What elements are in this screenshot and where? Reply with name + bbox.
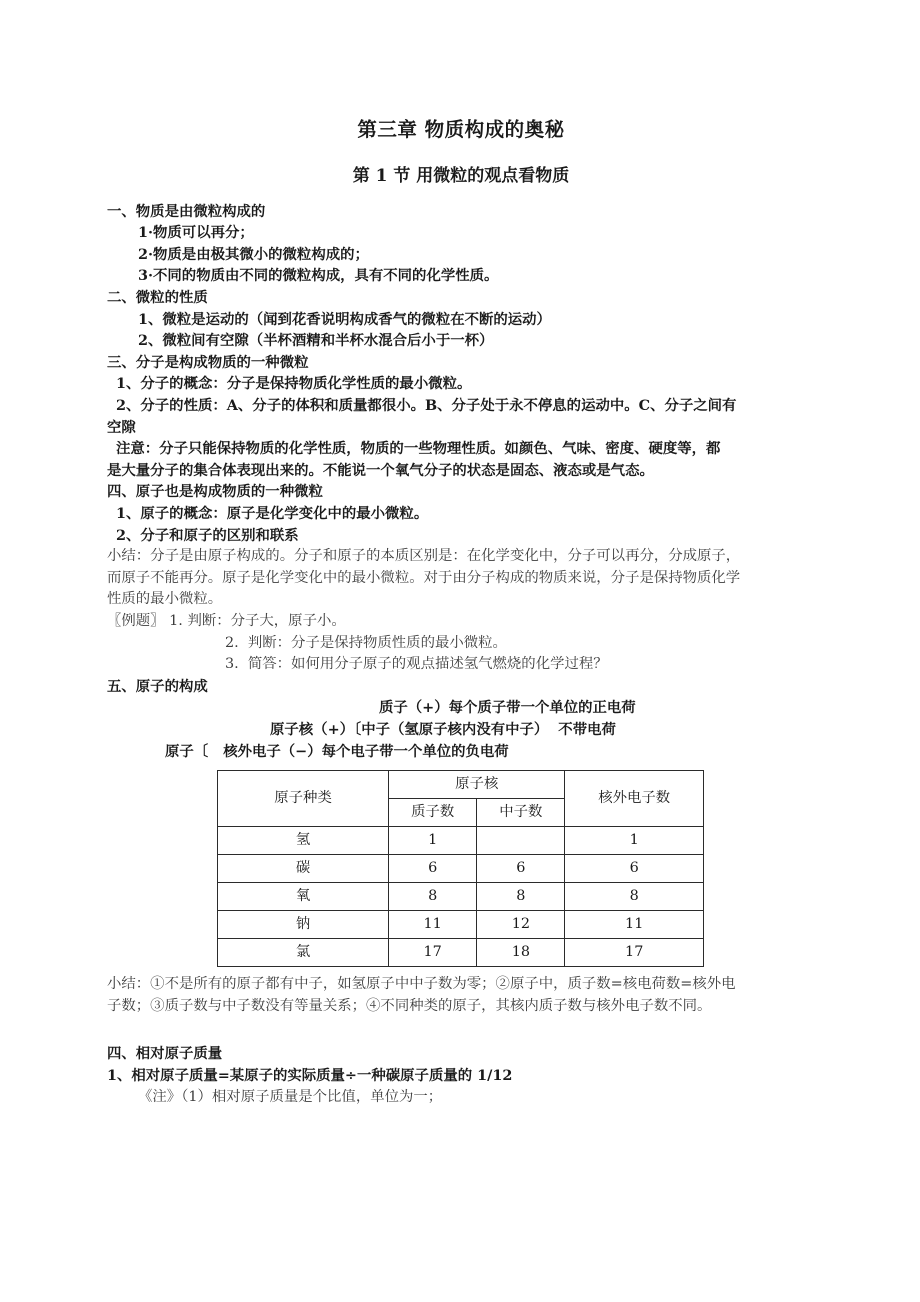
cell-kind: 氧 [218, 883, 389, 911]
cell-neutrons [477, 827, 565, 855]
cell-neutrons: 18 [477, 939, 565, 967]
cell-electrons: 11 [565, 911, 704, 939]
section-4-item-1: 1、原子的概念：原子是化学变化中的最小微粒。 [116, 504, 429, 522]
table-summary-line-2: 子数；③质子数与中子数没有等量关系；④不同种类的原子，其核内质子数与核外电子数不同。 [107, 997, 712, 1014]
cell-electrons: 17 [565, 939, 704, 967]
section-2-item-2: 2、微粒间有空隙（半杯酒精和半杯水混合后小于一杯） [138, 332, 494, 350]
table-summary-line-1: 小结：①不是所有的原子都有中子，如氢原子中中子数为零；②原子中，质子数=核电荷数=核外电 [107, 976, 736, 993]
cell-electrons: 8 [565, 883, 704, 911]
table-header-neutrons: 中子数 [477, 799, 565, 827]
cell-protons: 1 [389, 827, 477, 855]
section-1-item-3: 3·不同的物质由不同的微粒构成，具有不同的化学性质。 [138, 267, 499, 285]
section-heading-1: 一、物质是由微粒构成的 [107, 202, 266, 220]
page-subtitle: 第 1 节 用微粒的观点看物质 [352, 166, 570, 187]
table-row [218, 911, 704, 939]
spacer-after-table [107, 967, 815, 974]
example-line-3: 3. 简答：如何用分子原子的观点描述氢气燃烧的化学过程？ [225, 656, 608, 673]
section-3-note-cont: 是大量分子的集合体表现出来的。不能说一个氧气分子的状态是固态、液态或是气态。 [107, 461, 654, 479]
cell-kind: 氯 [218, 939, 389, 967]
table-row [218, 939, 704, 967]
cell-neutrons: 12 [477, 911, 565, 939]
cell-kind: 钠 [218, 911, 389, 939]
section-4-summary-line-2: 而原子不能再分。原子是化学变化中的最小微粒。对于由分子构成的物质来说，分子是保持物质化学 [107, 569, 741, 586]
example-line-1: 〖例题〗 1. 判断：分子大，原子小。 [107, 612, 346, 629]
atom-table-wrapper [217, 770, 815, 967]
cell-neutrons: 8 [477, 883, 565, 911]
page-title: 第三章 物质构成的奥秘 [357, 118, 565, 141]
section-3-note: 注意：分子只能保持物质的化学性质，物质的一些物理性质。如颜色、气味、密度、硬度等，都 [116, 440, 721, 458]
section-1-item-2: 2·物质是由极其微小的微粒构成的； [138, 245, 369, 263]
cell-protons: 6 [389, 855, 477, 883]
section-6-item-1: 1、相对原子质量=某原子的实际质量÷一种碳原子质量的 1/12 [107, 1067, 513, 1085]
section-4-summary-line-1: 小结：分子是由原子构成的。分子和原子的本质区别是：在化学变化中，分子可以再分，分成原子， [107, 548, 741, 565]
section-3-item-2-cont: 空隙 [107, 418, 136, 436]
table-header-row-1 [218, 771, 704, 799]
section-4-item-2: 2、分子和原子的区别和联系 [116, 526, 299, 544]
section-3-item-1: 1、分子的概念：分子是保持物质化学性质的最小微粒。 [116, 375, 472, 393]
atom-diagram-line-electron: 原子〔 核外电子（−）每个电子带一个单位的负电荷 [165, 743, 509, 761]
section-heading-3: 三、分子是构成物质的一种微粒 [107, 353, 309, 371]
section-2-item-1: 1、微粒是运动的（闻到花香说明构成香气的微粒在不断的运动） [138, 310, 551, 328]
table-header-protons: 质子数 [389, 799, 477, 827]
cell-kind: 氢 [218, 827, 389, 855]
section-heading-4: 四、原子也是构成物质的一种微粒 [107, 483, 323, 501]
table-header-electrons: 核外电子数 [565, 771, 704, 827]
section-heading-2: 二、微粒的性质 [107, 289, 208, 306]
table-header-kind: 原子种类 [218, 771, 389, 827]
cell-electrons: 1 [565, 827, 704, 855]
section-4-summary-line-3: 性质的最小微粒。 [107, 591, 223, 608]
table-row [218, 827, 704, 855]
table-row [218, 883, 704, 911]
cell-kind: 碳 [218, 855, 389, 883]
atom-table-body [218, 827, 704, 967]
atom-diagram-line-proton: 质子（+）每个质子带一个单位的正电荷 [379, 699, 636, 717]
table-row [218, 855, 704, 883]
spacer-before-section-6 [107, 1017, 815, 1043]
example-line-2: 2. 判断：分子是保持物质性质的最小微粒。 [225, 634, 507, 651]
cell-neutrons: 6 [477, 855, 565, 883]
table-header-nucleus: 原子核 [389, 771, 565, 799]
atom-structure-diagram [107, 697, 815, 763]
section-heading-6: 四、相对原子质量 [107, 1045, 223, 1063]
section-1-item-1: 1·物质可以再分； [138, 224, 254, 242]
section-3-item-2: 2、分子的性质：A、分子的体积和质量都很小。B、分子处于永不停息的运动中。C、分子之间有 [116, 396, 737, 414]
atom-composition-table [217, 770, 704, 967]
section-6-note: 《注》（1）相对原子质量是个比值，单位为一； [138, 1088, 443, 1105]
cell-protons: 11 [389, 911, 477, 939]
cell-electrons: 6 [565, 855, 704, 883]
section-heading-5: 五、原子的构成 [107, 677, 208, 695]
cell-protons: 17 [389, 939, 477, 967]
atom-diagram-line-nucleus: 原子核（+）〔中子（氢原子核内没有中子） 不带电荷 [270, 721, 616, 739]
cell-protons: 8 [389, 883, 477, 911]
